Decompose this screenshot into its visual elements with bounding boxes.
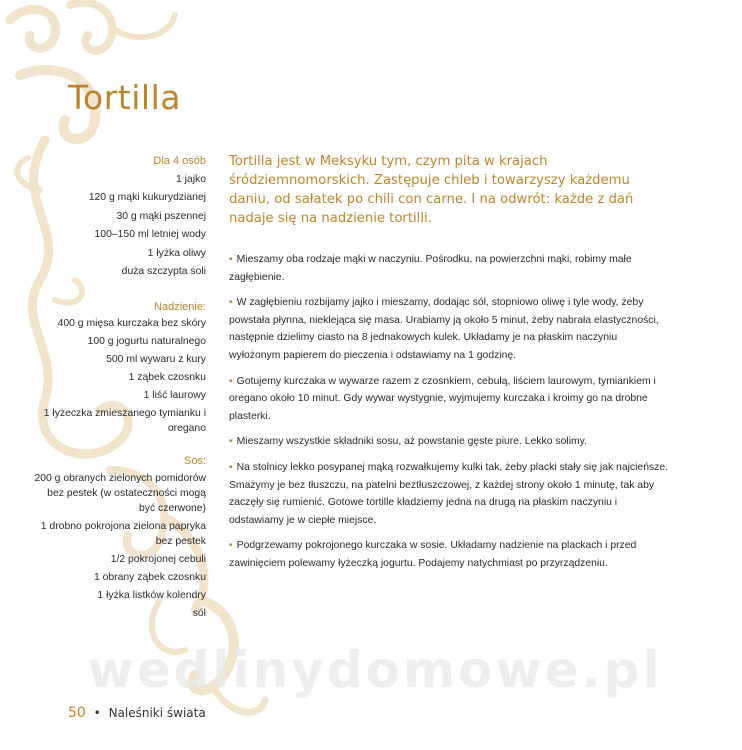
bullet-icon: • [229, 436, 233, 448]
ingredients-base-group [31, 152, 206, 282]
step-item [229, 373, 669, 426]
section-name: Naleśniki świata [108, 706, 206, 720]
ingredient-item: duża szczypta soli [121, 266, 206, 277]
bullet-icon: • [229, 461, 233, 473]
bullet-icon: • [229, 297, 233, 309]
step-text: W zagłębieniu rozbijamy jajko i mieszamy, dodając sól, stopniowo oliwę i tyle wody, żeby powstała płynna, nieklejąca się masa. Urabiamy ją około 5 minut, żeby nabrała elastyczności, następnie dzielimy ciasto na 8 jednakowych kulek. Układamy je na płaskim naczyniu wyłożonym papierem do pieczenia i odstawiamy na 1 godzinę. [229, 297, 659, 361]
ingredient-item: 1 łyżka listków kolendry [97, 589, 206, 601]
ingredient-item: sól [192, 607, 206, 619]
ingredient-item: 100–150 ml letniej wody [94, 229, 206, 240]
step-text: Mieszamy oba rodzaje mąki w naczyniu. Pośrodku, na powierzchni mąki, robimy małe zagłębienie. [229, 254, 632, 283]
preparation-steps [229, 251, 669, 581]
ingredient-item: 1 jajko [175, 173, 206, 185]
step-text: Gotujemy kurczaka w wywarze razem z czosnkiem, cebulą, liściem laurowym, tymiankiem i oregano około 10 minut. Gdy wywar wystygnie, wyjmujemy kurczaka i kroimy go na drobne plasterki. [229, 375, 656, 422]
step-item [229, 537, 669, 572]
ingredient-item: 1 obrany ząbek czosnku [93, 571, 206, 583]
ingredients-filling-group [31, 298, 206, 437]
ingredient-item: 1 łyżeczka zmieszanego tymianku i oregano [43, 408, 206, 434]
step-text: Podgrzewamy pokrojonego kurczaka w sosie. Układamy nadzienie na plackach i przed zawinięciem polewamy łyżeczką jogurtu. Podajemy natychmiast po przyrządzeniu. [229, 540, 637, 569]
filling-ingredient-list [31, 316, 206, 436]
step-item [229, 294, 669, 364]
ingredient-item: 1 ząbek czosnku [128, 372, 206, 383]
step-text: Mieszamy wszystkie składniki sosu, aż powstanie gęste piure. Lekko solimy. [236, 436, 587, 448]
watermark: wedlinydomowe.pl [87, 641, 663, 699]
step-item [229, 433, 669, 451]
ingredient-item: 120 g mąki kukurydzianej [88, 192, 206, 203]
ingredients-sidebar [31, 152, 206, 637]
page-footer [68, 705, 206, 721]
ingredient-item: 500 ml wywaru z kury [106, 354, 206, 365]
page-number: 50 [68, 705, 86, 721]
ingredient-item: 1 drobno pokrojona zielona papryka bez pestek [40, 520, 206, 547]
ingredient-item: 400 g mięsa kurczaka bez skóry [57, 318, 206, 329]
ingredient-item: 1 liść laurowy [143, 390, 206, 401]
ingredient-item: 200 g obranych zielonych pomidorów bez pestek (w ostateczności mogą być czerwone) [34, 472, 206, 514]
base-ingredient-list [31, 171, 206, 282]
ingredient-item: 100 g jogurtu naturalnego [87, 336, 206, 347]
recipe-intro: Tortilla jest w Meksyku tym, czym pita w krajach śródziemnomorskich. Zastępuje chleb i towarzyszy każdemu daniu, od sałatek po chili con carne. I na odwrót: każde z dań nadaje się na nadzienie tortilli. [229, 154, 634, 226]
ingredient-item: 30 g mąki pszennej [116, 210, 206, 222]
servings-heading: Dla 4 osób [153, 155, 206, 167]
step-item [229, 251, 669, 286]
filling-heading: Nadzienie: [154, 300, 206, 313]
ingredients-sauce-group [31, 452, 206, 621]
step-item [229, 459, 669, 529]
bullet-icon: • [229, 375, 233, 387]
recipe-title: Tortilla [68, 78, 181, 117]
ingredient-item: 1 łyżka oliwy [147, 247, 206, 259]
footer-separator: • [93, 706, 101, 720]
sauce-ingredient-list [31, 471, 206, 621]
bullet-icon: • [229, 540, 233, 552]
step-text: Na stolnicy lekko posypanej mąką rozwałkujemy kulki tak, żeby placki stały się jak najcieńsze. Smażymy je bez tłuszczu, na patelni beztłuszczowej, z każdej strony około 1 minutę, tak aby zaczęły się rumienić. Gotowe tortille kładziemy jedna na drugą na płaskim naczyniu i odstawiamy je w ciepłe miejsce. [229, 461, 669, 526]
ingredient-item: 1/2 pokrojonej cebuli [110, 553, 206, 565]
bullet-icon: • [229, 254, 233, 265]
sauce-heading: Sos: [183, 455, 206, 467]
